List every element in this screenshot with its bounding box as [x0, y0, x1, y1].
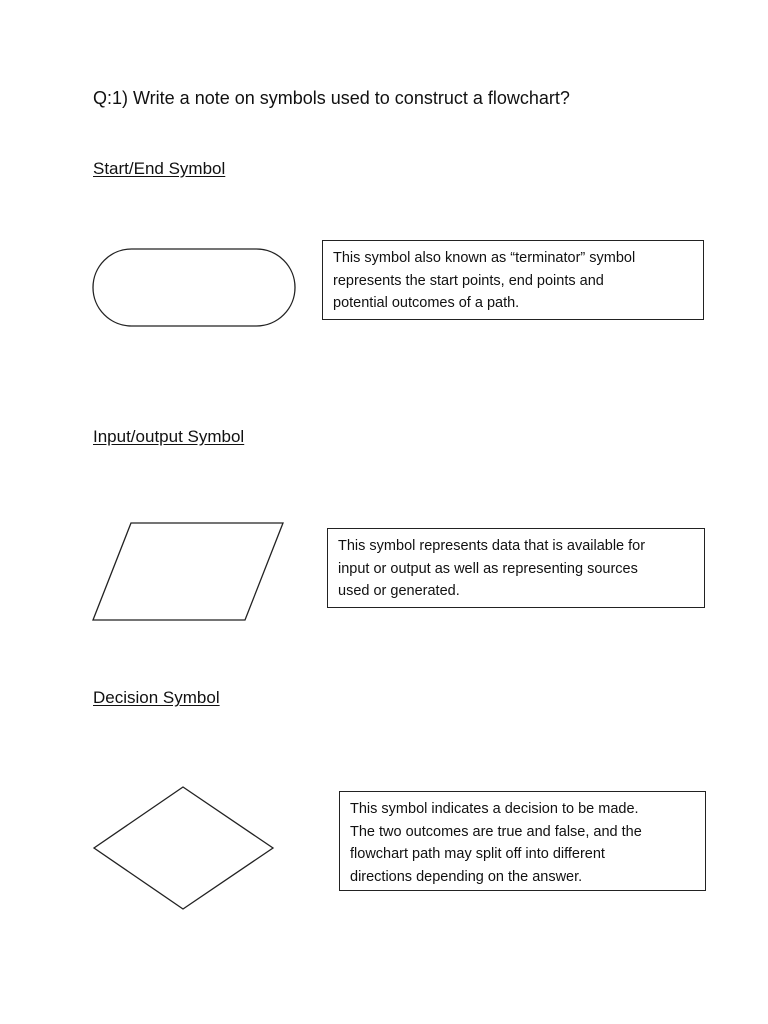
decision-heading: Decision Symbol — [93, 688, 220, 707]
description-line: The two outcomes are true and false, and the — [350, 823, 642, 840]
start-end-description — [322, 240, 704, 320]
input-output-heading: Input/output Symbol — [93, 427, 245, 446]
decision-description — [339, 791, 706, 891]
description-line: This symbol also known as “terminator” symbol — [333, 250, 636, 266]
description-line: flowchart path may split off into different — [350, 846, 605, 862]
description-line: input or output as well as representing sources — [338, 560, 638, 577]
description-line: potential outcomes of a path. — [333, 295, 520, 311]
description-line: used or generated. — [338, 583, 460, 599]
terminator-shape-icon — [92, 248, 297, 328]
question-text: Q:1) Write a note on symbols used to construct a flowchart? — [93, 88, 570, 108]
description-line: directions depending on the answer. — [350, 868, 583, 885]
description-line: This symbol indicates a decision to be made. — [350, 801, 639, 817]
description-line: This symbol represents data that is available for — [338, 538, 646, 554]
diamond-shape-icon — [93, 786, 275, 912]
description-line: represents the start points, end points and — [333, 272, 604, 289]
input-output-description — [327, 528, 705, 608]
start-end-heading: Start/End Symbol — [93, 159, 226, 178]
parallelogram-shape-icon — [92, 522, 285, 622]
